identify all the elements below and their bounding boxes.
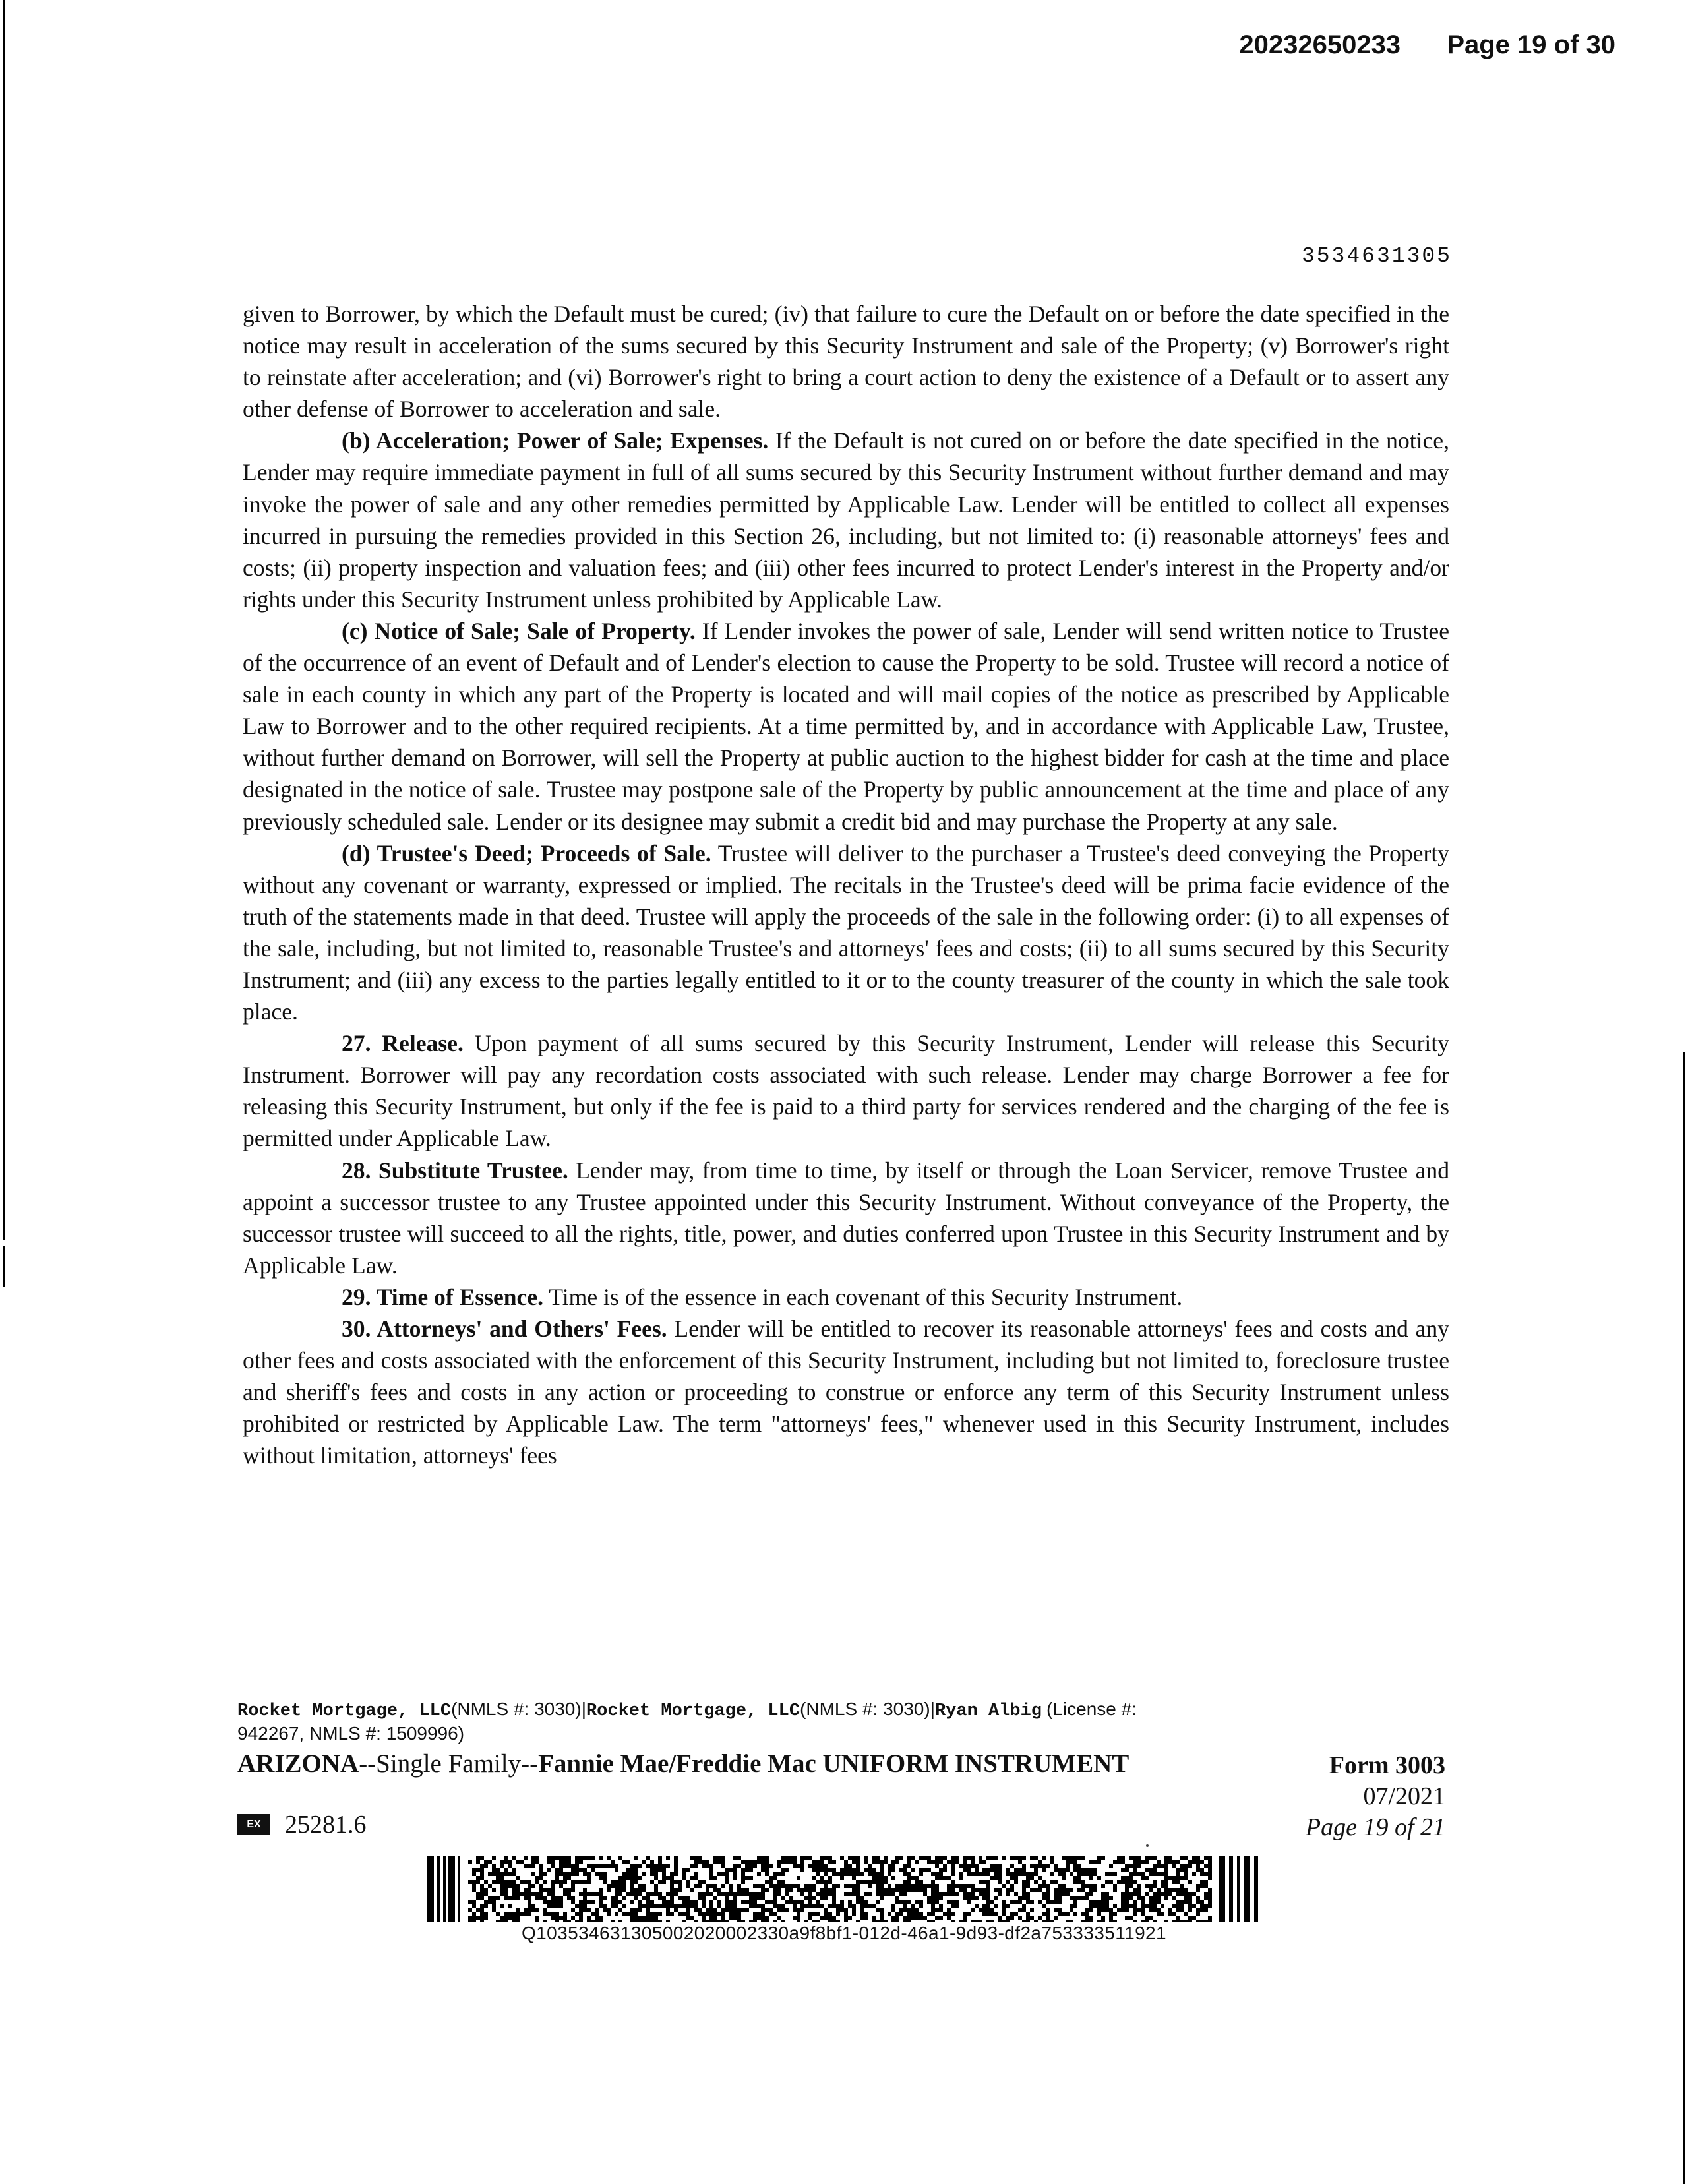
paragraph-26a-continued bbox=[243, 298, 1449, 425]
recording-header bbox=[1239, 30, 1615, 60]
paragraph-26b bbox=[243, 425, 1449, 615]
form-date: 07/2021 bbox=[1363, 1782, 1445, 1810]
paragraph-heading: (b) Acceleration; Power of Sale; Expenses. bbox=[342, 427, 769, 454]
barcode-image bbox=[427, 1856, 1261, 1922]
form-info bbox=[1306, 1750, 1445, 1843]
barcode-text: Q103534631305002020002330a9f8bf1-012d-46a1-9d93-df2a753333511921 bbox=[522, 1923, 1166, 1943]
lender-nmls: (NMLS #: 3030) bbox=[800, 1699, 930, 1719]
document-body bbox=[243, 298, 1449, 1471]
paragraph-text: Trustee will deliver to the purchaser a Trustee's deed conveying the Property without any covenant or warranty, expressed or implied. The recitals in the Trustee's deed will be prima facie evidence of the truth of the statements made in that deed. Trustee will apply the proceeds of the sale in the following order: (i) to all expenses of the sale, including, but not limited to, reasonable Trustee's and attorneys' fees and costs; (ii) to all sums secured by this Security Instrument; and (iii) any excess to the parties legally entitled to it or to the county treasurer of the county in which the sale took place. bbox=[243, 839, 1449, 1025]
loan-number: 3534631305 bbox=[1301, 244, 1452, 268]
instrument-title bbox=[237, 1749, 1129, 1778]
paragraph-30 bbox=[243, 1313, 1449, 1471]
lender-identification bbox=[237, 1698, 1424, 1745]
recording-page-number: Page 19 of 30 bbox=[1447, 30, 1615, 59]
ex-logo-icon: EX bbox=[237, 1814, 270, 1835]
paragraph-heading: (d) Trustee's Deed; Proceeds of Sale. bbox=[342, 839, 711, 866]
paragraph-26d bbox=[243, 837, 1449, 1028]
paragraph-26c bbox=[243, 615, 1449, 837]
form-page-number: Page 19 of 21 bbox=[1305, 1813, 1445, 1841]
originator-name: Ryan Albig bbox=[934, 1701, 1042, 1721]
state-label: ARIZONA bbox=[237, 1749, 359, 1778]
scan-edge-left-lower bbox=[3, 1246, 5, 1287]
property-type: --Single Family-- bbox=[359, 1749, 539, 1778]
paragraph-28 bbox=[243, 1155, 1449, 1281]
paragraph-27 bbox=[243, 1027, 1449, 1154]
separator: | bbox=[930, 1699, 935, 1719]
scan-edge-right bbox=[1683, 1052, 1685, 2184]
paragraph-heading: 27. Release. bbox=[342, 1030, 464, 1057]
ex-form-code bbox=[237, 1810, 367, 1839]
paragraph-29 bbox=[243, 1281, 1449, 1313]
paragraph-text: If Lender invokes the power of sale, Lender will send written notice to Trustee of the occurrence of an event of Default and of Lender's election to cause the Property to be sold. Trustee will record a notice of sale in each county in which any part of the Property is located and will mail copies of the notice as prescribed by Applicable Law to Borrower and to the other required recipients. At a time permitted by, and in accordance with Applicable Law, Trustee, without further demand on Borrower, will sell the Property at public auction to the highest bidder for cash at the time and place designated in the notice of sale. Trustee may postpone sale of the Property by public announcement at the time and place of any previously scheduled sale. Lender or its designee may submit a credit bid and may purchase the Property at any sale. bbox=[243, 617, 1449, 835]
originator-license-numbers: 942267, NMLS #: 1509996) bbox=[237, 1723, 465, 1744]
paragraph-text: Time is of the essence in each covenant of this Security Instrument. bbox=[543, 1283, 1183, 1310]
recording-doc-number: 20232650233 bbox=[1239, 30, 1401, 59]
form-number: Form 3003 bbox=[1329, 1751, 1445, 1779]
paragraph-heading: 28. Substitute Trustee. bbox=[342, 1157, 568, 1184]
lender-name: Rocket Mortgage, LLC bbox=[237, 1701, 452, 1721]
lender-name: Rocket Mortgage, LLC bbox=[586, 1701, 800, 1721]
paragraph-text: Lender will be entitled to recover its reasonable attorneys' fees and costs and any other fees and costs associated with the enforcement of this Security Instrument, including but not limited to, foreclosure trustee and sheriff's fees and costs in any action or proceeding to construe or enforce any term of this Security Instrument unless prohibited or restricted by Applicable Law. The term "attorneys' fees," whenever used in this Security Instrument, includes without limitation, attorneys' fees bbox=[243, 1316, 1449, 1469]
ex-code-number: 25281.6 bbox=[285, 1811, 367, 1838]
paragraph-text: Upon payment of all sums secured by this Security Instrument, Lender will release this Security Instrument. Borrower will pay any recordation costs associated with such release. Lender may charge Borrower a fee for releasing this Security Instrument, but only if the fee is paid to a third party for services rendered and the charging of the fee is permitted under Applicable Law. bbox=[243, 1030, 1449, 1152]
lender-nmls: (NMLS #: 3030) bbox=[451, 1699, 582, 1719]
paragraph-text: given to Borrower, by which the Default must be cured; (iv) that failure to cure the Default on or before the date specified in the notice may result in acceleration of the sums secured by this Security Instrument and sale of the Property; (v) Borrower's right to reinstate after acceleration; and (vi) Borrower's right to bring a court action to deny the existence of a Default or to assert any other defense of Borrower to acceleration and sale. bbox=[243, 301, 1449, 423]
paragraph-heading: (c) Notice of Sale; Sale of Property. bbox=[342, 617, 696, 644]
uniform-instrument-label: Fannie Mae/Freddie Mac UNIFORM INSTRUMENT bbox=[538, 1749, 1130, 1778]
separator: | bbox=[581, 1699, 586, 1719]
paragraph-heading: 29. Time of Essence. bbox=[342, 1283, 544, 1310]
paragraph-text: If the Default is not cured on or before the date specified in the notice, Lender may require immediate payment in full of all sums secured by this Security Instrument without further demand and may invoke the power of sale and any other remedies permitted by Applicable Law. Lender will be entitled to collect all expenses incurred in pursuing the remedies provided in this Section 26, including, but not limited to: (i) reasonable attorneys' fees and costs; (ii) property inspection and valuation fees; and (iii) other fees incurred to protect Lender's interest in the Property and/or rights under this Security Instrument unless prohibited by Applicable Law. bbox=[243, 427, 1449, 613]
scan-edge-left bbox=[3, 0, 5, 1240]
originator-license: (License #: bbox=[1046, 1699, 1137, 1719]
scan-speck bbox=[1146, 1844, 1149, 1847]
paragraph-text: Lender may, from time to time, by itself or through the Loan Servicer, remove Trustee and appoint a successor trustee to any Trustee appointed under this Security Instrument. Without conveyance of the Property, the successor trustee will succeed to all the rights, title, power, and duties conferred upon Trustee in this Security Instrument and by Applicable Law. bbox=[243, 1157, 1449, 1279]
paragraph-heading: 30. Attorneys' and Others' Fees. bbox=[342, 1316, 667, 1342]
